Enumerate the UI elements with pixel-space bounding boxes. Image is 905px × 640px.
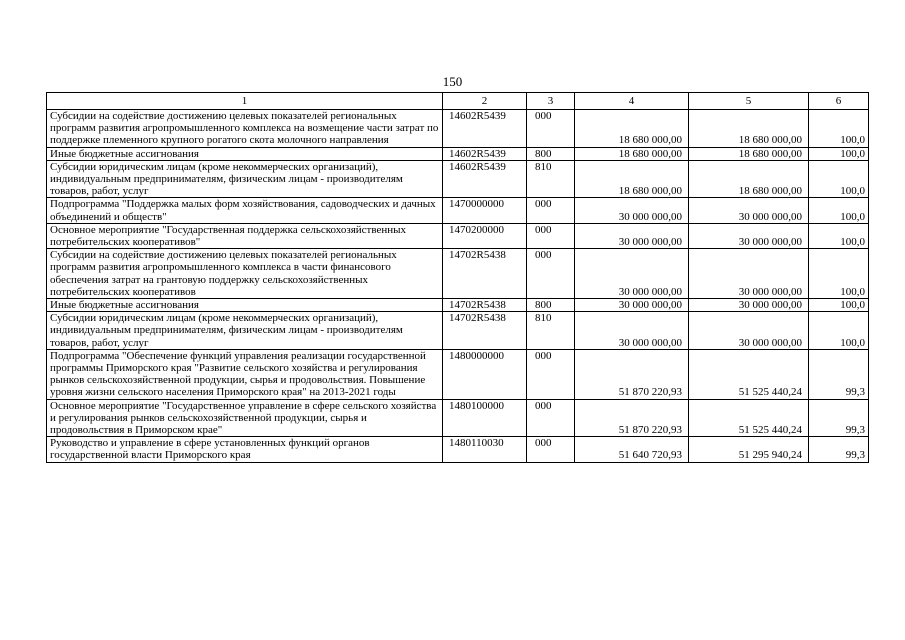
row-code: 1470200000: [443, 223, 527, 248]
row-name: Субсидии на содействие достижению целевых показателей региональных программ развития агропромышленного комплекса на возмещение части затрат по поддержке племенного крупного рогатого скота молочного направления: [47, 110, 443, 148]
row-percent: 100,0: [809, 147, 869, 160]
column-header: 4: [575, 93, 689, 110]
table-row: [47, 299, 869, 312]
row-name: Основное мероприятие "Государственная поддержка сельскохозяйственных потребительских кооперативов": [47, 223, 443, 248]
table-row: [47, 223, 869, 248]
row-name: Подпрограмма "Поддержка малых форм хозяйствования, садоводческих и дачных объединений и обществ": [47, 198, 443, 223]
row-plan-amount: 51 870 220,93: [575, 399, 689, 437]
row-fact-amount: 18 680 000,00: [689, 147, 809, 160]
table-row: [47, 399, 869, 437]
row-plan-amount: 18 680 000,00: [575, 160, 689, 198]
row-percent: 100,0: [809, 312, 869, 350]
row-code: 14602R5439: [443, 110, 527, 148]
row-expense-type: 810: [527, 160, 575, 198]
row-name: Подпрограмма "Обеспечение функций управления реализации государственной программы Приморского края "Развитие сельского хозяйства и регулирования рынков сельскохозяйственной продукции, сырья и продовольствия. Повышение уровня жизни сельского населения Приморского края" на 2013-2021 годы: [47, 349, 443, 399]
row-expense-type: 000: [527, 223, 575, 248]
row-code: 1470000000: [443, 198, 527, 223]
row-plan-amount: 18 680 000,00: [575, 110, 689, 148]
row-percent: 100,0: [809, 249, 869, 299]
row-percent: 100,0: [809, 223, 869, 248]
row-plan-amount: 30 000 000,00: [575, 249, 689, 299]
page-number: 150: [442, 74, 463, 89]
row-name: Субсидии юридическим лицам (кроме некоммерческих организаций), индивидуальным предпринимателям, физическим лицам - производителям товаров, работ, услуг: [47, 160, 443, 198]
budget-table: [46, 92, 869, 463]
row-expense-type: 000: [527, 249, 575, 299]
row-code: 14702R5438: [443, 249, 527, 299]
table-header-row: [47, 93, 869, 110]
row-code: 1480000000: [443, 349, 527, 399]
row-code: 14602R5439: [443, 160, 527, 198]
row-name: Иные бюджетные ассигнования: [47, 147, 443, 160]
row-expense-type: 000: [527, 198, 575, 223]
row-name: Основное мероприятие "Государственное управление в сфере сельского хозяйства и регулирования рынков сельскохозяйственной продукции, сырья и продовольствия в Приморском крае": [47, 399, 443, 437]
row-fact-amount: 30 000 000,00: [689, 198, 809, 223]
row-name: Иные бюджетные ассигнования: [47, 299, 443, 312]
row-code: 14702R5438: [443, 312, 527, 350]
row-percent: 99,3: [809, 437, 869, 462]
row-code: 1480100000: [443, 399, 527, 437]
table-row: [47, 249, 869, 299]
row-expense-type: 000: [527, 110, 575, 148]
row-fact-amount: 18 680 000,00: [689, 160, 809, 198]
row-plan-amount: 30 000 000,00: [575, 299, 689, 312]
row-fact-amount: 30 000 000,00: [689, 249, 809, 299]
column-header: 5: [689, 93, 809, 110]
column-header: 6: [809, 93, 869, 110]
table-row: [47, 147, 869, 160]
row-code: 14602R5439: [443, 147, 527, 160]
table-row: [47, 349, 869, 399]
row-percent: 99,3: [809, 349, 869, 399]
table-row: [47, 437, 869, 462]
row-fact-amount: 18 680 000,00: [689, 110, 809, 148]
row-fact-amount: 51 525 440,24: [689, 349, 809, 399]
table-row: [47, 160, 869, 198]
row-name: Субсидии на содействие достижению целевых показателей региональных программ развития агропромышленного комплекса в части финансового обеспечения затрат на грантовую поддержку сельскохозяйственных потребительских кооперативов: [47, 249, 443, 299]
row-expense-type: 000: [527, 399, 575, 437]
row-plan-amount: 30 000 000,00: [575, 223, 689, 248]
row-plan-amount: 51 640 720,93: [575, 437, 689, 462]
table-row: [47, 312, 869, 350]
row-expense-type: 810: [527, 312, 575, 350]
row-expense-type: 000: [527, 437, 575, 462]
row-plan-amount: 30 000 000,00: [575, 198, 689, 223]
row-fact-amount: 30 000 000,00: [689, 223, 809, 248]
row-code: 14702R5438: [443, 299, 527, 312]
row-percent: 100,0: [809, 299, 869, 312]
row-fact-amount: 51 295 940,24: [689, 437, 809, 462]
row-percent: 99,3: [809, 399, 869, 437]
row-expense-type: 800: [527, 147, 575, 160]
row-percent: 100,0: [809, 110, 869, 148]
row-percent: 100,0: [809, 198, 869, 223]
row-expense-type: 000: [527, 349, 575, 399]
column-header: 1: [47, 93, 443, 110]
column-header: 2: [443, 93, 527, 110]
row-name: Руководство и управление в сфере установленных функций органов государственной власти Приморского края: [47, 437, 443, 462]
row-expense-type: 800: [527, 299, 575, 312]
row-plan-amount: 18 680 000,00: [575, 147, 689, 160]
table-row: [47, 198, 869, 223]
row-percent: 100,0: [809, 160, 869, 198]
row-fact-amount: 51 525 440,24: [689, 399, 809, 437]
column-header: 3: [527, 93, 575, 110]
row-code: 1480110030: [443, 437, 527, 462]
row-fact-amount: 30 000 000,00: [689, 312, 809, 350]
row-name: Субсидии юридическим лицам (кроме некоммерческих организаций), индивидуальным предпринимателям, физическим лицам - производителям товаров, работ, услуг: [47, 312, 443, 350]
table-row: [47, 110, 869, 148]
row-plan-amount: 30 000 000,00: [575, 312, 689, 350]
row-plan-amount: 51 870 220,93: [575, 349, 689, 399]
row-fact-amount: 30 000 000,00: [689, 299, 809, 312]
